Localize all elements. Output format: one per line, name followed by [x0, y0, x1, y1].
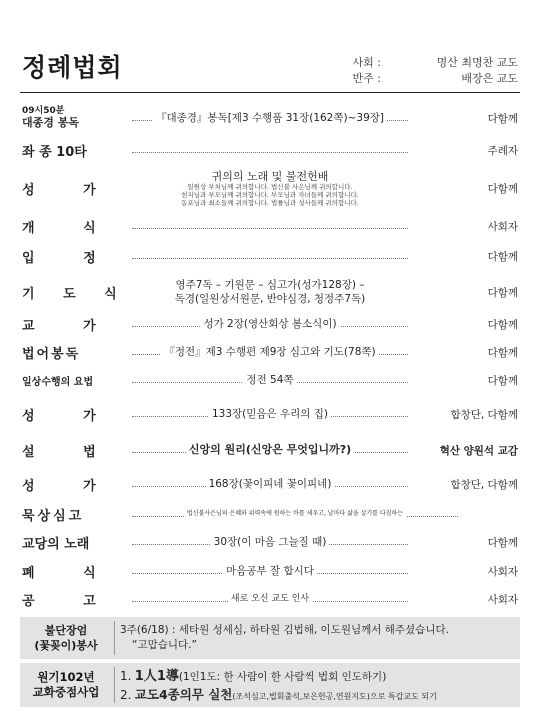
- project-item-2-main: 교도4종의무 실천: [134, 687, 233, 702]
- project-item-2: [120, 686, 518, 706]
- row-label: 입 정: [22, 250, 118, 266]
- officiant-role: 반주 :: [352, 72, 381, 85]
- project-label-2: 교화중점사업: [32, 685, 100, 699]
- order-row-anthem: [22, 314, 518, 334]
- row-who: 주례자: [487, 144, 518, 157]
- row-text: 정전 54쪽: [243, 374, 296, 386]
- row-who: 다함께: [487, 346, 518, 359]
- altar-service-text: 3주(6/18) : 세타원 성세심, 하타원 김법해, 이도원님께서 해주셨습니다.: [120, 624, 449, 636]
- order-row-hymn-133: [22, 404, 518, 424]
- row-label: 성 가: [22, 478, 118, 494]
- row-label: 폐 식: [22, 565, 118, 581]
- row-label: 좌 종 10타: [22, 144, 87, 160]
- row-text: 『정전』제3 수행편 제9장 심고와 기도(78쪽): [161, 346, 378, 358]
- order-row-hymn-168: [22, 474, 518, 494]
- row-text: 성가 2장(영산회상 봄소식이): [200, 318, 339, 330]
- altar-service-label: 불단장엄: [44, 624, 88, 637]
- officiant-role: 사회 :: [352, 56, 381, 69]
- row-label: 공 고: [22, 593, 118, 609]
- row-label: 설 법: [22, 444, 118, 460]
- row-text: 마음공부 잘 합시다: [223, 565, 317, 577]
- hymn-line: 동포님과 최소들께 귀의합니다. 법률님과 성사들께 귀의합니다.: [181, 198, 359, 207]
- project-item-1-num: 1.: [120, 669, 132, 683]
- row-text: 신앙의 원리(신앙은 무엇입니까?): [186, 443, 354, 456]
- order-row-bell: [22, 140, 518, 160]
- row-label: 개 식: [22, 220, 118, 236]
- officiant-name: 명산 최명찬 교도: [436, 56, 518, 69]
- project-item-2-num: 2.: [120, 688, 132, 702]
- row-text: 133장(믿음은 우리의 집): [209, 408, 331, 420]
- row-label: 기 도 식: [22, 286, 129, 302]
- row-who: 다함께: [487, 112, 518, 125]
- order-row-hymn-refuge: [22, 166, 518, 210]
- altar-service-label-2: (꽃꽂이)봉사: [34, 639, 98, 652]
- row-who: 다함께: [487, 286, 518, 299]
- row-text: 『대종경』봉독[제3 수행품 31장(162쪽)~39장]: [153, 112, 387, 124]
- order-row-closing: [22, 561, 518, 581]
- row-who: 합창단, 다함께: [450, 408, 518, 421]
- row-label: 대종경 봉독: [22, 116, 79, 129]
- row-who: 다함께: [487, 182, 518, 195]
- row-text: 새로 오신 교도 인사: [228, 594, 312, 604]
- order-row-silent-prayer: [22, 504, 518, 524]
- row-label: 성 가: [22, 182, 118, 198]
- hymn-line: 천지님과 부모님께 귀의합니다. 부모님과 자녀들께 귀의합니다.: [181, 190, 359, 199]
- project-item-1: [120, 667, 518, 686]
- row-text: 귀의의 노래 및 불전헌배: [211, 169, 329, 183]
- order-row-meditation: [22, 246, 518, 266]
- time-label: 09시50분: [22, 106, 65, 116]
- project-item-2-rest: (조석심고,법회출석,보은헌공,연원지도)으로 특갑교도 되기: [232, 692, 437, 701]
- row-label: 법어봉독: [22, 346, 81, 362]
- officiant-host: [353, 54, 519, 70]
- row-label: 교 가: [22, 318, 118, 334]
- row-who: 합창단, 다함께: [450, 478, 518, 491]
- order-row-daily-practice: [22, 370, 518, 390]
- order-row-opening: [22, 216, 518, 236]
- order-row-sermon: [22, 440, 518, 460]
- row-label: 교당의 노래: [22, 536, 90, 552]
- altar-service-box: [20, 617, 520, 659]
- row-label: 성 가: [22, 408, 118, 424]
- row-text: 영주7독 – 기원문 – 심고가(성가128장) –: [175, 279, 365, 291]
- officiant-name: 배장은 교도: [461, 72, 518, 85]
- altar-service-thanks: “고맙습니다.”: [132, 639, 197, 651]
- order-row-temple-song: [22, 532, 518, 552]
- page-title: 정례법회: [22, 53, 123, 82]
- officiant-accompanist: [353, 70, 519, 86]
- order-row-dharma-reading: [22, 342, 518, 362]
- row-label: 일상수행의 요법: [22, 376, 94, 388]
- row-who: 다함께: [487, 318, 518, 331]
- top-rule: [20, 92, 520, 93]
- priority-project-box: [20, 663, 520, 707]
- project-item-1-main: 1人1導: [134, 669, 179, 684]
- row-who: 다함께: [487, 536, 518, 549]
- project-label: 원기102년: [37, 670, 95, 684]
- row-who: 사회자: [487, 565, 518, 578]
- row-who: 사회자: [487, 593, 518, 606]
- row-text-2: 독경(일원상서원문, 반야심경, 청정주7독): [174, 293, 366, 305]
- hymn-line: 일원상 부처님께 귀의합니다. 법신불 사은님께 귀의합니다.: [187, 182, 353, 191]
- order-row-scripture: [22, 104, 518, 132]
- row-who: 다함께: [487, 374, 518, 387]
- row-who: 사회자: [487, 220, 518, 233]
- order-row-prayer: [22, 276, 518, 308]
- order-row-announcement: [22, 589, 518, 609]
- row-label: 묵상심고: [22, 508, 85, 524]
- row-text: 법신불사은님의 은혜와 위력속에 원하는 바를 세우고, 날마다 삶을 살기를 다짐하는: [184, 510, 406, 517]
- row-who: 혁산 양원석 교감: [439, 444, 518, 457]
- row-text: 30장(이 마음 그늘질 때): [211, 536, 330, 548]
- project-item-1-rest: (1인1도: 한 사람이 한 사람씩 법회 인도하기): [178, 671, 387, 683]
- row-text: 168장(꽃이피네 꽃이피네): [206, 478, 335, 490]
- row-who: 다함께: [487, 250, 518, 263]
